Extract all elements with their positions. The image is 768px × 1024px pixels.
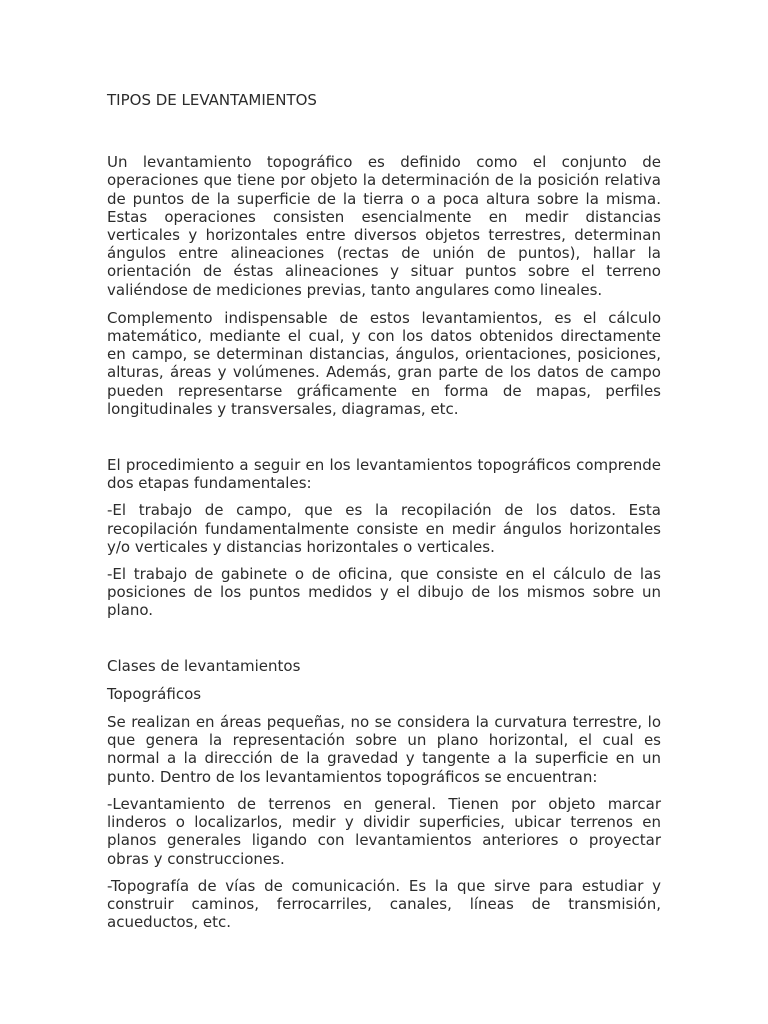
paragraph-office-work: -El trabajo de gabinete o de oficina, que consiste en el cálculo de las posiciones de los puntos medidos y el dibujo de los mismos sobre un plano. (107, 565, 661, 620)
heading-clases: Clases de levantamientos (107, 656, 301, 675)
paragraph-complement: Complemento indispensable de estos levantamientos, es el cálculo matemático, mediante el cual, y con los datos obtenidos directamente en campo, se determinan distancias, ángulos, orientaciones, posiciones, alturas, áreas y volúmenes. Además, gran parte de los datos de campo pueden representarse gráficamente en forma de mapas, perfiles longitudinales y transversales, diagramas, etc. (107, 308, 661, 418)
heading-topograficos: Topográficos (107, 684, 202, 703)
paragraph-roads: -Topografía de vías de comunicación. Es la que sirve para estudiar y construir caminos, ferrocarriles, canales, líneas de transmisión, acueductos, etc. (107, 876, 661, 932)
document-title: TIPOS DE LEVANTAMIENTOS (107, 91, 317, 109)
document-body (107, 91, 661, 931)
paragraph-land-survey: -Levantamiento de terrenos en general. Tienen por objeto marcar linderos o localizarlos, medir y dividir superficies, ubicar terrenos en planos generales ligando con levantamientos anteriores o proyectar obras y construcciones. (107, 794, 661, 868)
paragraph-procedure: El procedimiento a seguir en los levantamientos topográficos comprende dos etapas fundamentales: (107, 456, 661, 493)
paragraph-topographic: Se realizan en áreas pequeñas, no se considera la curvatura terrestre, lo que genera la representación sobre un plano horizontal, el cual es normal a la dirección de la gravedad y tangente a la superficie en un punto. Dentro de los levantamientos topográficos se encuentran: (107, 713, 661, 786)
paragraph-field-work: -El trabajo de campo, que es la recopilación de los datos. Esta recopilación fundamentalmente consiste en medir ángulos horizontales y/o verticales y distancias horizontales o verticales. (107, 501, 661, 556)
paragraph-definition: Un levantamiento topográfico es definido como el conjunto de operaciones que tiene por objeto la determinación de la posición relativa de puntos de la superficie de la tierra o a poca altura sobre la misma. Estas operaciones consisten esencialmente en medir distancias verticales y horizontales entre diversos objetos terrestres, determinan ángulos entre alineaciones (rectas de unión de puntos), hallar la orientación de éstas alineaciones y situar puntos sobre el terreno valiéndose de mediciones previas, tanto angulares como lineales. (107, 153, 661, 299)
